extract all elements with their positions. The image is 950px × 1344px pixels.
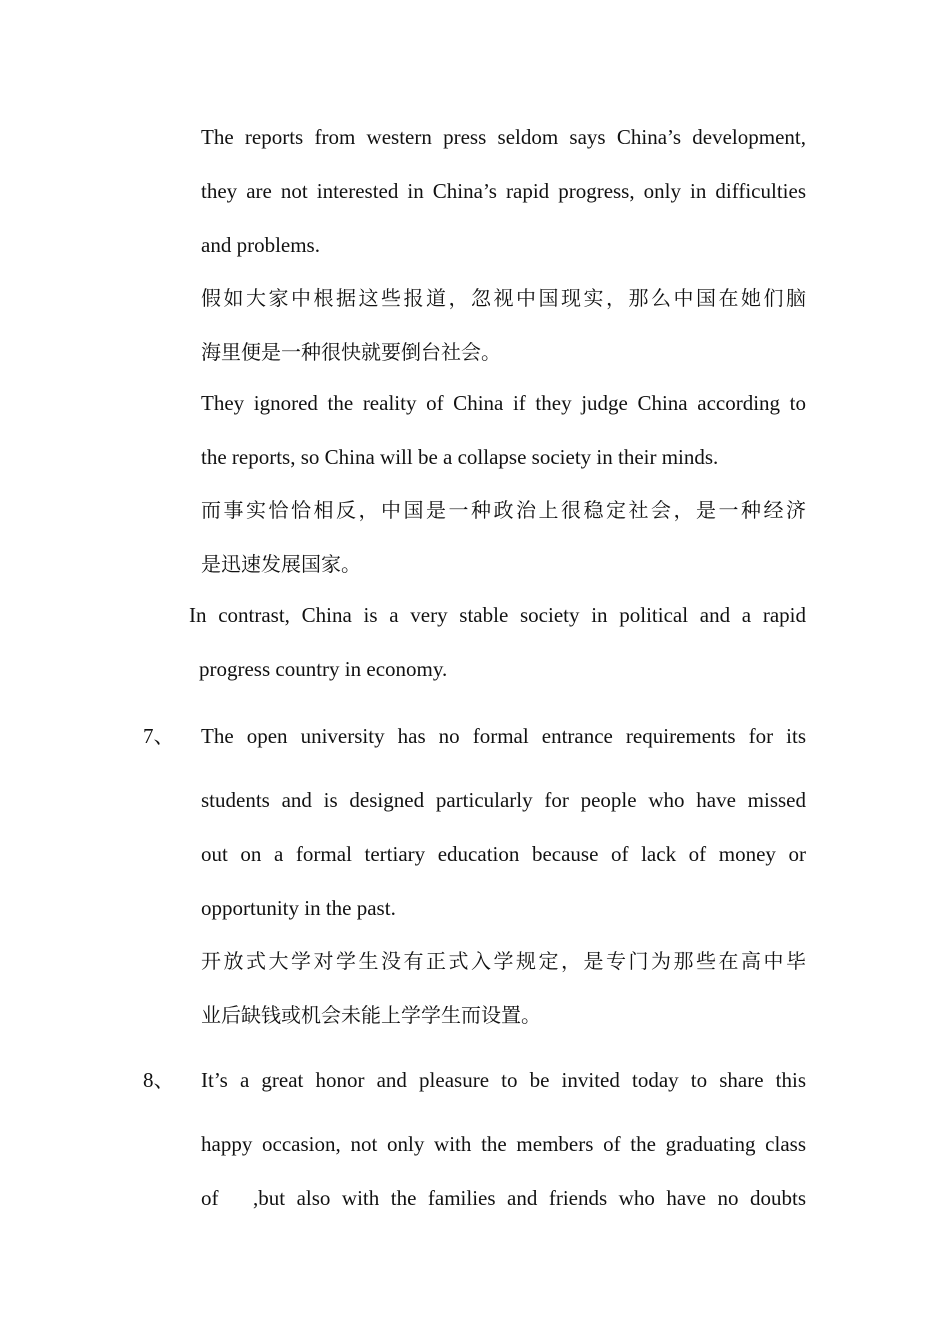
chinese-line: 假如大家中根据这些报道，忽视中国现实，那么中国在她们脑 <box>201 286 806 310</box>
item-number: 8、 <box>143 1068 175 1092</box>
paragraph-line: the reports, so China will be a collapse society in their minds. <box>201 445 719 469</box>
paragraph-line: The open university has no formal entrance requirements for its <box>201 724 806 748</box>
paragraph-line: It’s a great honor and pleasure to be invited today to share this <box>201 1068 806 1092</box>
paragraph-line: progress country in economy. <box>199 657 448 681</box>
paragraph-line: of ,but also with the families and friends who have no doubts <box>201 1186 806 1210</box>
paragraph-line: students and is designed particularly for people who have missed <box>201 788 806 812</box>
paragraph-line: and problems. <box>201 233 320 257</box>
paragraph-line: they are not interested in China’s rapid progress, only in difficulties <box>201 179 806 203</box>
chinese-line: 是迅速发展国家。 <box>201 552 361 576</box>
item-number: 7、 <box>143 724 175 748</box>
paragraph-line: out on a formal tertiary education because of lack of money or <box>201 842 806 866</box>
chinese-line: 而事实恰恰相反，中国是一种政治上很稳定社会，是一种经济 <box>201 498 806 522</box>
paragraph-line: In contrast, China is a very stable society in political and a rapid <box>189 603 806 627</box>
chinese-line: 业后缺钱或机会未能上学学生而设置。 <box>201 1003 541 1027</box>
paragraph-line: They ignored the reality of China if they judge China according to <box>201 391 806 415</box>
chinese-line: 开放式大学对学生没有正式入学规定，是专门为那些在高中毕 <box>201 949 806 973</box>
paragraph-line: The reports from western press seldom says China’s development, <box>201 125 806 149</box>
paragraph-line: happy occasion, not only with the members of the graduating class <box>201 1132 806 1156</box>
chinese-line: 海里便是一种很快就要倒台社会。 <box>201 340 501 364</box>
paragraph-line: opportunity in the past. <box>201 896 396 920</box>
